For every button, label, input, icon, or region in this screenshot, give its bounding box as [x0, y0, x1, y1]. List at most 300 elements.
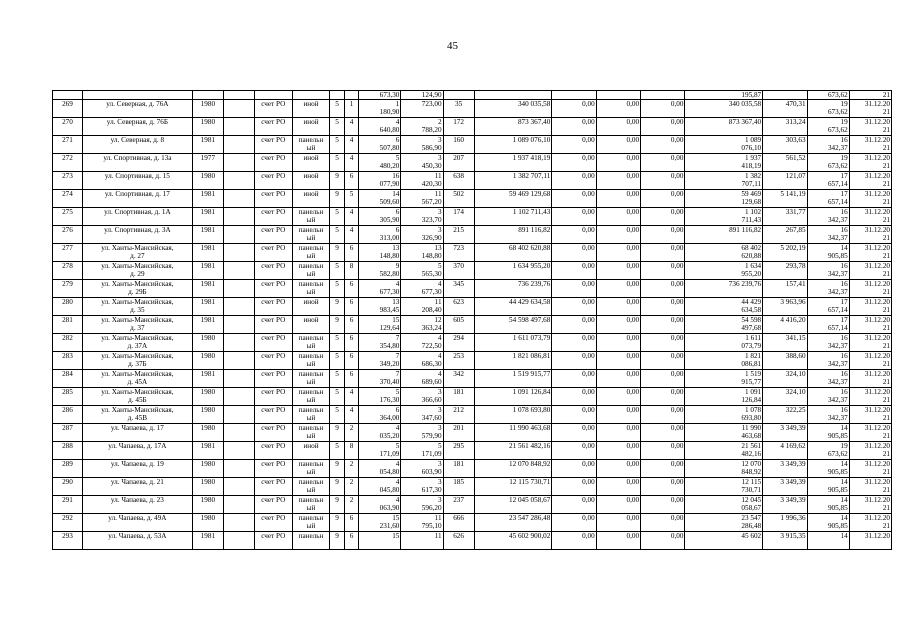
cell-floors — [330, 91, 344, 100]
cell-subsidy-regional: 0,00 — [596, 316, 640, 334]
cell-limit-cost: 17 657,14 — [807, 298, 849, 316]
cell-address: ул. Северная, д. 76Б — [82, 118, 192, 136]
cell-fund-method: счет РО — [254, 280, 292, 298]
cell-entrances: 6 — [344, 280, 358, 298]
cell-blank-col — [223, 442, 254, 460]
cell-owners-funds: 23 547 286,48 — [685, 514, 763, 532]
cell-residents: 723 — [443, 244, 474, 262]
cell-subsidy-municipal: 0,00 — [641, 262, 685, 280]
cell-address: ул. Спортивная, д. 3А — [82, 226, 192, 244]
cell-entrances: 6 — [344, 298, 358, 316]
cell-cost-per-sqm: 3 349,39 — [763, 424, 807, 442]
cell-residents: 370 — [443, 262, 474, 280]
cell-limit-cost: 17 657,14 — [807, 190, 849, 208]
cell-blank-col — [223, 280, 254, 298]
cell-total-area: 6 507,80 — [359, 136, 401, 154]
cell-address: ул. Спортивная, д. 15 — [82, 172, 192, 190]
cell-owners-funds: 195,87 — [685, 91, 763, 100]
cell-total-cost: 12 045 058,67 — [474, 496, 552, 514]
table-row — [53, 100, 892, 118]
cell-wall-material: панельн ый — [292, 136, 330, 154]
cell-year-built: 1981 — [192, 370, 223, 388]
cell-residents: 160 — [443, 136, 474, 154]
cell-subsidy-municipal: 0,00 — [641, 352, 685, 370]
table-row — [53, 478, 892, 496]
cell-residents: 253 — [443, 352, 474, 370]
cell-fund-method: счет РО — [254, 262, 292, 280]
cell-residents: 237 — [443, 496, 474, 514]
cell-total-area: 5 480,20 — [359, 154, 401, 172]
cell-limit-cost: 16 342,37 — [807, 352, 849, 370]
cell-row-number: 278 — [53, 262, 83, 280]
cell-floors: 5 — [330, 136, 344, 154]
cell-address: ул. Ханты-Мансийская, д. 29Б — [82, 280, 192, 298]
cell-residents: 35 — [443, 100, 474, 118]
cell-total-cost — [474, 91, 552, 100]
cell-subsidy-regional: 0,00 — [596, 460, 640, 478]
cell-owners-funds: 12 115 730,71 — [685, 478, 763, 496]
cell-blank-col — [223, 370, 254, 388]
cell-blank-col — [223, 388, 254, 406]
cell-entrances: 5 — [344, 190, 358, 208]
cell-deadline: 31.12.20 21 — [849, 262, 891, 280]
cell-floors: 5 — [330, 370, 344, 388]
register-table-container — [52, 90, 892, 550]
cell-subsidy-municipal: 0,00 — [641, 280, 685, 298]
cell-deadline: 31.12.20 21 — [849, 118, 891, 136]
cell-address: ул. Чапаева, д. 17 — [82, 424, 192, 442]
cell-living-area: 3 596,20 — [401, 496, 443, 514]
cell-total-cost: 1 382 707,11 — [474, 172, 552, 190]
table-row — [53, 460, 892, 478]
cell-subsidy-municipal: 0,00 — [641, 442, 685, 460]
cell-blank-col — [223, 136, 254, 154]
cell-address: ул. Чапаева, д. 21 — [82, 478, 192, 496]
table-row — [53, 154, 892, 172]
cell-owners-funds: 11 990 463,68 — [685, 424, 763, 442]
cell-year-built: 1980 — [192, 100, 223, 118]
cell-residents: 666 — [443, 514, 474, 532]
cell-floors: 9 — [330, 424, 344, 442]
cell-cost-per-sqm: 121,07 — [763, 172, 807, 190]
cell-subsidy-federal: 0,00 — [552, 118, 596, 136]
cell-owners-funds: 45 602 — [685, 532, 763, 550]
cell-blank-col — [223, 118, 254, 136]
cell-entrances: 8 — [344, 262, 358, 280]
cell-wall-material: иной — [292, 190, 330, 208]
cell-subsidy-municipal: 0,00 — [641, 316, 685, 334]
cell-address: ул. Спортивная, д. 13а — [82, 154, 192, 172]
cell-year-built: 1981 — [192, 280, 223, 298]
cell-owners-funds: 1 102 711,43 — [685, 208, 763, 226]
cell-living-area: 2 788,20 — [401, 118, 443, 136]
cell-living-area: 11 567,20 — [401, 190, 443, 208]
cell-subsidy-municipal: 0,00 — [641, 496, 685, 514]
cell-total-cost: 68 402 620,88 — [474, 244, 552, 262]
cell-deadline: 31.12.20 21 — [849, 406, 891, 424]
cell-year-built: 1981 — [192, 208, 223, 226]
cell-owners-funds: 736 239,76 — [685, 280, 763, 298]
cell-year-built: 1981 — [192, 190, 223, 208]
cell-fund-method: счет РО — [254, 406, 292, 424]
cell-total-area: 6 364,00 — [359, 406, 401, 424]
cell-total-area: 6 305,90 — [359, 208, 401, 226]
cell-subsidy-municipal: 0,00 — [641, 406, 685, 424]
cell-limit-cost: 16 342,37 — [807, 136, 849, 154]
cell-entrances: 8 — [344, 442, 358, 460]
cell-subsidy-federal — [552, 91, 596, 100]
cell-row-number: 285 — [53, 388, 83, 406]
cell-living-area: 4 689,60 — [401, 370, 443, 388]
cell-wall-material: панельн ый — [292, 262, 330, 280]
table-row — [53, 532, 892, 550]
table-row — [53, 298, 892, 316]
cell-entrances: 2 — [344, 496, 358, 514]
cell-subsidy-regional: 0,00 — [596, 154, 640, 172]
cell-total-area: 4 035,20 — [359, 424, 401, 442]
cell-subsidy-federal: 0,00 — [552, 460, 596, 478]
cell-living-area: 3 326,90 — [401, 226, 443, 244]
cell-total-cost: 59 469 129,68 — [474, 190, 552, 208]
cell-fund-method: счет РО — [254, 334, 292, 352]
cell-deadline: 31.12.20 — [849, 532, 891, 550]
cell-total-area: 5 176,30 — [359, 388, 401, 406]
cell-year-built: 1977 — [192, 154, 223, 172]
cell-cost-per-sqm: 322,25 — [763, 406, 807, 424]
cell-total-cost: 11 990 463,68 — [474, 424, 552, 442]
cell-fund-method: счет РО — [254, 478, 292, 496]
cell-wall-material: иной — [292, 172, 330, 190]
cell-residents: 623 — [443, 298, 474, 316]
cell-floors: 9 — [330, 478, 344, 496]
cell-limit-cost: 14 905,85 — [807, 244, 849, 262]
cell-year-built: 1980 — [192, 496, 223, 514]
cell-blank-col — [223, 406, 254, 424]
cell-owners-funds: 1 611 073,79 — [685, 334, 763, 352]
cell-subsidy-regional: 0,00 — [596, 118, 640, 136]
cell-subsidy-federal: 0,00 — [552, 244, 596, 262]
cell-cost-per-sqm: 303,63 — [763, 136, 807, 154]
cell-living-area: 5 171,09 — [401, 442, 443, 460]
cell-address: ул. Ханты-Мансийская, д. 45А — [82, 370, 192, 388]
cell-deadline: 31.12.20 21 — [849, 154, 891, 172]
cell-limit-cost: 17 657,14 — [807, 316, 849, 334]
cell-blank-col — [223, 496, 254, 514]
table-row — [53, 514, 892, 532]
cell-deadline: 31.12.20 21 — [849, 370, 891, 388]
cell-total-area: 673,30 — [359, 91, 401, 100]
cell-address: ул. Чапаева, д. 23 — [82, 496, 192, 514]
cell-total-area: 15 129,64 — [359, 316, 401, 334]
cell-subsidy-regional: 0,00 — [596, 424, 640, 442]
cell-address: ул. Ханты-Мансийская, д. 45В — [82, 406, 192, 424]
cell-owners-funds: 1 519 915,77 — [685, 370, 763, 388]
cell-subsidy-municipal: 0,00 — [641, 208, 685, 226]
cell-entrances: 6 — [344, 172, 358, 190]
cell-row-number: 288 — [53, 442, 83, 460]
cell-subsidy-municipal: 0,00 — [641, 118, 685, 136]
cell-year-built: 1980 — [192, 118, 223, 136]
cell-wall-material: иной — [292, 298, 330, 316]
cell-year-built: 1981 — [192, 226, 223, 244]
cell-deadline: 31.12.20 21 — [849, 244, 891, 262]
cell-row-number: 271 — [53, 136, 83, 154]
cell-cost-per-sqm: 470,31 — [763, 100, 807, 118]
cell-wall-material: панельн ый — [292, 334, 330, 352]
cell-subsidy-federal: 0,00 — [552, 406, 596, 424]
cell-entrances: 4 — [344, 406, 358, 424]
cell-address: ул. Ханты-Мансийская, д. 45Б — [82, 388, 192, 406]
cell-cost-per-sqm: 324,10 — [763, 370, 807, 388]
cell-total-area: 4 677,30 — [359, 280, 401, 298]
cell-year-built: 1981 — [192, 244, 223, 262]
cell-wall-material: панельн ый — [292, 406, 330, 424]
cell-cost-per-sqm: 3 349,39 — [763, 460, 807, 478]
cell-floors: 9 — [330, 496, 344, 514]
cell-limit-cost: 19 673,62 — [807, 442, 849, 460]
cell-living-area: 3 603,90 — [401, 460, 443, 478]
cell-living-area: 5 565,30 — [401, 262, 443, 280]
cell-residents: 626 — [443, 532, 474, 550]
cell-wall-material: панельн ый — [292, 280, 330, 298]
cell-floors: 5 — [330, 118, 344, 136]
cell-subsidy-municipal: 0,00 — [641, 136, 685, 154]
cell-subsidy-regional: 0,00 — [596, 262, 640, 280]
cell-cost-per-sqm: 5 141,19 — [763, 190, 807, 208]
cell-owners-funds: 1 821 086,81 — [685, 352, 763, 370]
cell-owners-funds: 1 634 955,20 — [685, 262, 763, 280]
cell-row-number: 270 — [53, 118, 83, 136]
cell-wall-material: иной — [292, 118, 330, 136]
cell-fund-method: счет РО — [254, 226, 292, 244]
cell-subsidy-municipal — [641, 91, 685, 100]
cell-owners-funds: 1 382 707,11 — [685, 172, 763, 190]
cell-living-area: 11 795,10 — [401, 514, 443, 532]
cell-address: ул. Ханты-Мансийская, д. 37 — [82, 316, 192, 334]
cell-subsidy-municipal: 0,00 — [641, 424, 685, 442]
cell-total-cost: 1 078 693,80 — [474, 406, 552, 424]
cell-wall-material: иной — [292, 442, 330, 460]
cell-residents: 215 — [443, 226, 474, 244]
cell-address: ул. Ханты-Мансийская, д. 35 — [82, 298, 192, 316]
cell-fund-method: счет РО — [254, 244, 292, 262]
cell-year-built: 1980 — [192, 478, 223, 496]
cell-address: ул. Спортивная, д. 17 — [82, 190, 192, 208]
cell-owners-funds: 1 091 126,84 — [685, 388, 763, 406]
cell-owners-funds: 1 078 693,80 — [685, 406, 763, 424]
cell-year-built: 1981 — [192, 136, 223, 154]
cell-subsidy-federal: 0,00 — [552, 298, 596, 316]
cell-living-area: 3 617,30 — [401, 478, 443, 496]
cell-residents: 605 — [443, 316, 474, 334]
cell-year-built: 1980 — [192, 352, 223, 370]
table-row — [53, 370, 892, 388]
cell-fund-method: счет РО — [254, 190, 292, 208]
cell-blank-col — [223, 478, 254, 496]
cell-wall-material: панельн ый — [292, 496, 330, 514]
cell-total-cost: 1 821 086,81 — [474, 352, 552, 370]
cell-cost-per-sqm: 313,24 — [763, 118, 807, 136]
cell-floors: 5 — [330, 334, 344, 352]
cell-living-area: 3 323,70 — [401, 208, 443, 226]
cell-blank-col — [223, 262, 254, 280]
cell-blank-col — [223, 100, 254, 118]
cell-entrances: 2 — [344, 478, 358, 496]
cell-subsidy-regional: 0,00 — [596, 406, 640, 424]
cell-address — [82, 91, 192, 100]
cell-subsidy-federal: 0,00 — [552, 316, 596, 334]
cell-year-built — [192, 91, 223, 100]
cell-floors: 5 — [330, 442, 344, 460]
cell-blank-col — [223, 298, 254, 316]
cell-address: ул. Ханты-Мансийская, д. 27 — [82, 244, 192, 262]
cell-subsidy-regional: 0,00 — [596, 478, 640, 496]
cell-subsidy-municipal: 0,00 — [641, 172, 685, 190]
cell-limit-cost: 16 342,37 — [807, 226, 849, 244]
cell-subsidy-federal: 0,00 — [552, 424, 596, 442]
cell-subsidy-federal: 0,00 — [552, 496, 596, 514]
cell-subsidy-municipal: 0,00 — [641, 100, 685, 118]
cell-total-area: 15 — [359, 532, 401, 550]
cell-blank-col — [223, 424, 254, 442]
cell-subsidy-municipal: 0,00 — [641, 190, 685, 208]
cell-row-number: 289 — [53, 460, 83, 478]
cell-residents — [443, 91, 474, 100]
cell-living-area: 3 579,90 — [401, 424, 443, 442]
cell-subsidy-municipal: 0,00 — [641, 244, 685, 262]
cell-limit-cost: 19 673,62 — [807, 154, 849, 172]
cell-row-number: 284 — [53, 370, 83, 388]
cell-limit-cost: 16 342,37 — [807, 280, 849, 298]
cell-limit-cost: 14 905,85 — [807, 460, 849, 478]
cell-blank-col — [223, 190, 254, 208]
cell-entrances: 4 — [344, 208, 358, 226]
cell-blank-col — [223, 316, 254, 334]
cell-deadline: 31.12.20 21 — [849, 316, 891, 334]
cell-floors: 5 — [330, 154, 344, 172]
cell-total-cost: 891 116,82 — [474, 226, 552, 244]
cell-subsidy-regional: 0,00 — [596, 442, 640, 460]
cell-living-area: 11 — [401, 532, 443, 550]
cell-total-cost: 12 070 848,92 — [474, 460, 552, 478]
cell-entrances: 4 — [344, 388, 358, 406]
cell-subsidy-federal: 0,00 — [552, 136, 596, 154]
cell-deadline: 31.12.20 21 — [849, 424, 891, 442]
cell-blank-col — [223, 532, 254, 550]
table-row — [53, 172, 892, 190]
cell-deadline: 31.12.20 21 — [849, 442, 891, 460]
cell-cost-per-sqm: 341,15 — [763, 334, 807, 352]
cell-address: ул. Ханты-Мансийская, д. 37А — [82, 334, 192, 352]
cell-cost-per-sqm: 267,85 — [763, 226, 807, 244]
table-row — [53, 424, 892, 442]
cell-wall-material: панельн ый — [292, 514, 330, 532]
cell-entrances: 4 — [344, 226, 358, 244]
table-row — [53, 352, 892, 370]
cell-cost-per-sqm: 3 349,39 — [763, 478, 807, 496]
cell-subsidy-federal: 0,00 — [552, 532, 596, 550]
cell-year-built: 1980 — [192, 424, 223, 442]
table-row — [53, 388, 892, 406]
cell-entrances — [344, 91, 358, 100]
cell-subsidy-municipal: 0,00 — [641, 298, 685, 316]
cell-year-built: 1980 — [192, 388, 223, 406]
cell-wall-material: иной — [292, 100, 330, 118]
cell-total-cost: 45 602 900,02 — [474, 532, 552, 550]
cell-floors: 5 — [330, 208, 344, 226]
cell-limit-cost: 14 905,85 — [807, 514, 849, 532]
cell-living-area: 723,00 — [401, 100, 443, 118]
cell-subsidy-municipal: 0,00 — [641, 334, 685, 352]
cell-total-cost: 1 519 915,77 — [474, 370, 552, 388]
cell-owners-funds: 1 089 076,10 — [685, 136, 763, 154]
cell-cost-per-sqm: 3 915,35 — [763, 532, 807, 550]
cell-owners-funds: 891 116,82 — [685, 226, 763, 244]
cell-total-cost: 44 429 634,58 — [474, 298, 552, 316]
cell-subsidy-regional: 0,00 — [596, 370, 640, 388]
cell-wall-material: иной — [292, 154, 330, 172]
table-row — [53, 496, 892, 514]
cell-entrances: 4 — [344, 154, 358, 172]
cell-cost-per-sqm: 561,52 — [763, 154, 807, 172]
cell-wall-material: панельн ый — [292, 208, 330, 226]
cell-subsidy-regional: 0,00 — [596, 172, 640, 190]
cell-subsidy-federal: 0,00 — [552, 172, 596, 190]
cell-fund-method — [254, 91, 292, 100]
cell-deadline: 31.12.20 21 — [849, 172, 891, 190]
cell-entrances: 2 — [344, 424, 358, 442]
cell-row-number: 273 — [53, 172, 83, 190]
cell-deadline: 31.12.20 21 — [849, 298, 891, 316]
cell-year-built: 1980 — [192, 514, 223, 532]
cell-fund-method: счет РО — [254, 154, 292, 172]
cell-fund-method: счет РО — [254, 100, 292, 118]
cell-residents: 295 — [443, 442, 474, 460]
cell-subsidy-regional: 0,00 — [596, 496, 640, 514]
cell-subsidy-regional: 0,00 — [596, 334, 640, 352]
cell-floors: 5 — [330, 406, 344, 424]
cell-address: ул. Северная, д. 76А — [82, 100, 192, 118]
table-row — [53, 118, 892, 136]
cell-total-area: 4 054,80 — [359, 460, 401, 478]
cell-subsidy-municipal: 0,00 — [641, 370, 685, 388]
cell-row-number — [53, 91, 83, 100]
cell-entrances: 6 — [344, 370, 358, 388]
cell-residents: 201 — [443, 424, 474, 442]
cell-blank-col — [223, 244, 254, 262]
cell-subsidy-regional: 0,00 — [596, 388, 640, 406]
cell-blank-col — [223, 226, 254, 244]
cell-subsidy-federal: 0,00 — [552, 154, 596, 172]
cell-total-area: 1 180,90 — [359, 100, 401, 118]
cell-living-area: 11 208,40 — [401, 298, 443, 316]
cell-deadline: 31.12.20 21 — [849, 388, 891, 406]
cell-limit-cost: 16 342,37 — [807, 406, 849, 424]
cell-floors: 5 — [330, 100, 344, 118]
cell-floors: 5 — [330, 388, 344, 406]
cell-residents: 212 — [443, 406, 474, 424]
cell-entrances: 4 — [344, 136, 358, 154]
cell-limit-cost: 16 342,37 — [807, 370, 849, 388]
cell-row-number: 283 — [53, 352, 83, 370]
cell-total-area: 6 313,00 — [359, 226, 401, 244]
cell-subsidy-federal: 0,00 — [552, 226, 596, 244]
cell-address: ул. Ханты-Мансийская, д. 29 — [82, 262, 192, 280]
cell-subsidy-regional: 0,00 — [596, 298, 640, 316]
cell-living-area: 3 366,60 — [401, 388, 443, 406]
cell-floors: 5 — [330, 262, 344, 280]
cell-address: ул. Чапаева, д. 49А — [82, 514, 192, 532]
